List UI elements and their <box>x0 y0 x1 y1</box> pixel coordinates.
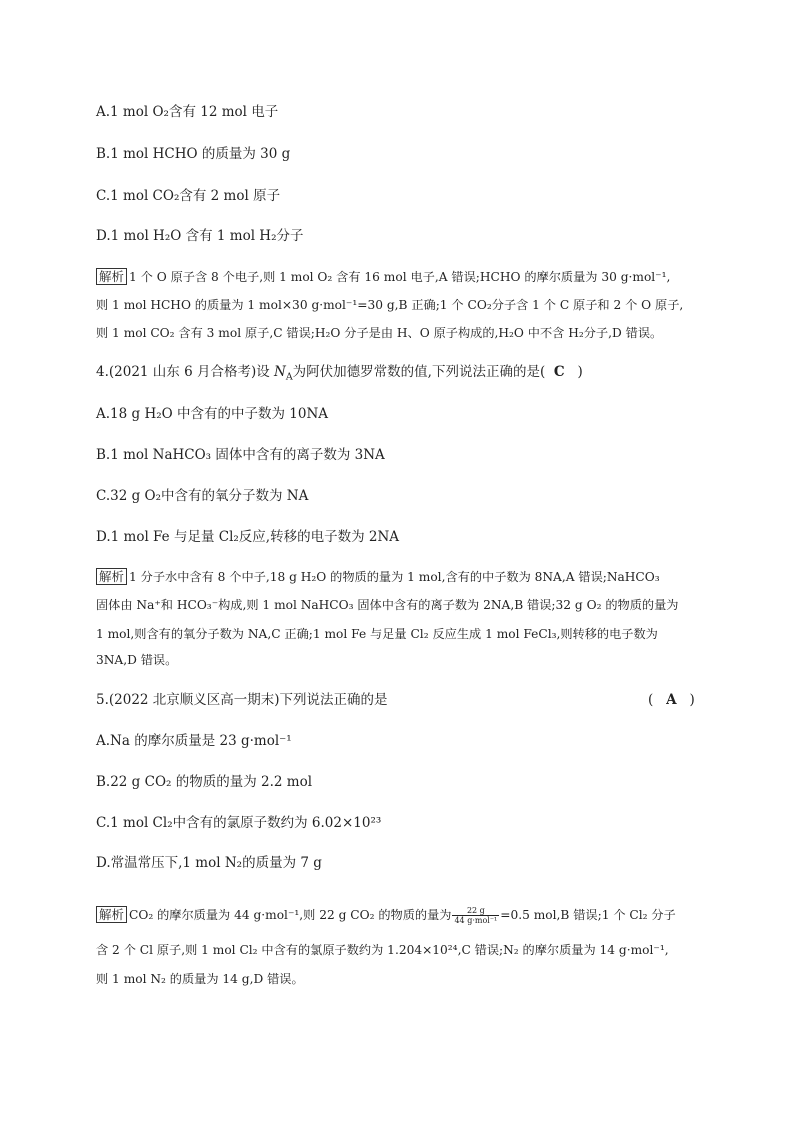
q4-explanation-text-1: 1 分子水中含有 8 个中子,18 g H₂O 的物质的量为 1 mol,含有的中子数为 8NA,A 错误;NaHCO₃ <box>129 570 660 584</box>
q4-option-d: D.1 mol Fe 与足量 Cl₂反应,转移的电子数为 2NA <box>96 529 400 545</box>
q3-explanation-line-3: 则 1 mol CO₂ 含有 3 mol 原子,C 错误;H₂O 分子是由 H、O 原子构成的,H₂O 中不含 H₂分子,D 错误。 <box>96 326 663 340</box>
q4-option-b: B.1 mol NaHCO₃ 固体中含有的离子数为 3NA <box>96 447 385 463</box>
q5-option-c: C.1 mol Cl₂中含有的氯原子数约为 6.02×10²³ <box>96 815 382 831</box>
explanation-tag: 解析 <box>96 268 127 285</box>
q5-fraction <box>452 906 499 925</box>
q5-explanation-line-1 <box>96 906 676 925</box>
q4-explanation-line-3: 1 mol,则含有的氧分子数为 NA,C 正确;1 mol Fe 与足量 Cl₂ 反应生成 1 mol FeCl₃,则转移的电子数为 <box>96 627 658 641</box>
q4-stem-suffix: 为阿伏加德罗常数的值,下列说法正确的是( <box>292 364 546 380</box>
q4-stem-prefix: 4.(2021 山东 6 月合格考)设 <box>96 364 275 380</box>
q3-option-d: D.1 mol H₂O 含有 1 mol H₂分子 <box>96 228 304 244</box>
q5-explanation-text-1b: =0.5 mol,B 错误;1 个 Cl₂ 分子 <box>500 908 676 922</box>
q4-stem-close: ) <box>577 364 583 380</box>
q3-option-b: B.1 mol HCHO 的质量为 30 g <box>96 146 291 162</box>
q5-fraction-denominator: 44 g·mol⁻¹ <box>454 916 498 925</box>
q3-option-c: C.1 mol CO₂含有 2 mol 原子 <box>96 188 281 204</box>
q4-explanation-line-4: 3NA,D 错误。 <box>96 653 178 667</box>
explanation-tag: 解析 <box>96 568 127 585</box>
q4-answer: C <box>553 364 565 380</box>
q5-explanation-text-1a: CO₂ 的摩尔质量为 44 g·mol⁻¹,则 22 g CO₂ 的物质的量为 <box>129 908 452 922</box>
q3-explanation-text-1: 1 个 O 原子含 8 个电子,则 1 mol O₂ 含有 16 mol 电子,A 错误;HCHO 的摩尔质量为 30 g·mol⁻¹, <box>129 270 671 284</box>
q5-explanation-line-2: 含 2 个 Cl 原子,则 1 mol Cl₂ 中含有的氯原子数约为 1.204×10²⁴,C 错误;N₂ 的摩尔质量为 14 g·mol⁻¹, <box>96 943 669 957</box>
q5-answer-open: ( <box>648 692 654 708</box>
q3-option-a: A.1 mol O₂含有 12 mol 电子 <box>96 104 279 120</box>
q5-explanation-line-3: 则 1 mol N₂ 的质量为 14 g,D 错误。 <box>96 972 304 986</box>
q4-stem-sub: A <box>285 371 293 383</box>
q4-stem-na: N <box>274 364 286 380</box>
q4-stem <box>96 364 583 383</box>
q5-answer-close: ) <box>689 692 695 708</box>
q3-explanation-line-1 <box>96 268 670 285</box>
q4-explanation-line-1 <box>96 568 660 585</box>
q5-option-a: A.Na 的摩尔质量是 23 g·mol⁻¹ <box>96 733 292 749</box>
q4-option-c: C.32 g O₂中含有的氧分子数为 NA <box>96 488 309 504</box>
q5-answer: A <box>666 692 677 708</box>
q5-stem: 5.(2022 北京顺义区高一期末)下列说法正确的是 <box>96 692 388 708</box>
q4-explanation-line-2: 固体由 Na⁺和 HCO₃⁻构成,则 1 mol NaHCO₃ 固体中含有的离子数为 2NA,B 错误;32 g O₂ 的物质的量为 <box>96 598 679 612</box>
q4-option-a: A.18 g H₂O 中含有的中子数为 10NA <box>96 406 329 422</box>
explanation-tag: 解析 <box>96 906 127 923</box>
q5-fraction-numerator: 22 g <box>452 906 499 916</box>
q5-answer-parens <box>648 692 695 708</box>
q3-explanation-line-2: 则 1 mol HCHO 的质量为 1 mol×30 g·mol⁻¹=30 g,B 正确;1 个 CO₂分子含 1 个 C 原子和 2 个 O 原子, <box>96 298 684 312</box>
q5-option-d: D.常温常压下,1 mol N₂的质量为 7 g <box>96 855 322 871</box>
q5-option-b: B.22 g CO₂ 的物质的量为 2.2 mol <box>96 774 313 790</box>
